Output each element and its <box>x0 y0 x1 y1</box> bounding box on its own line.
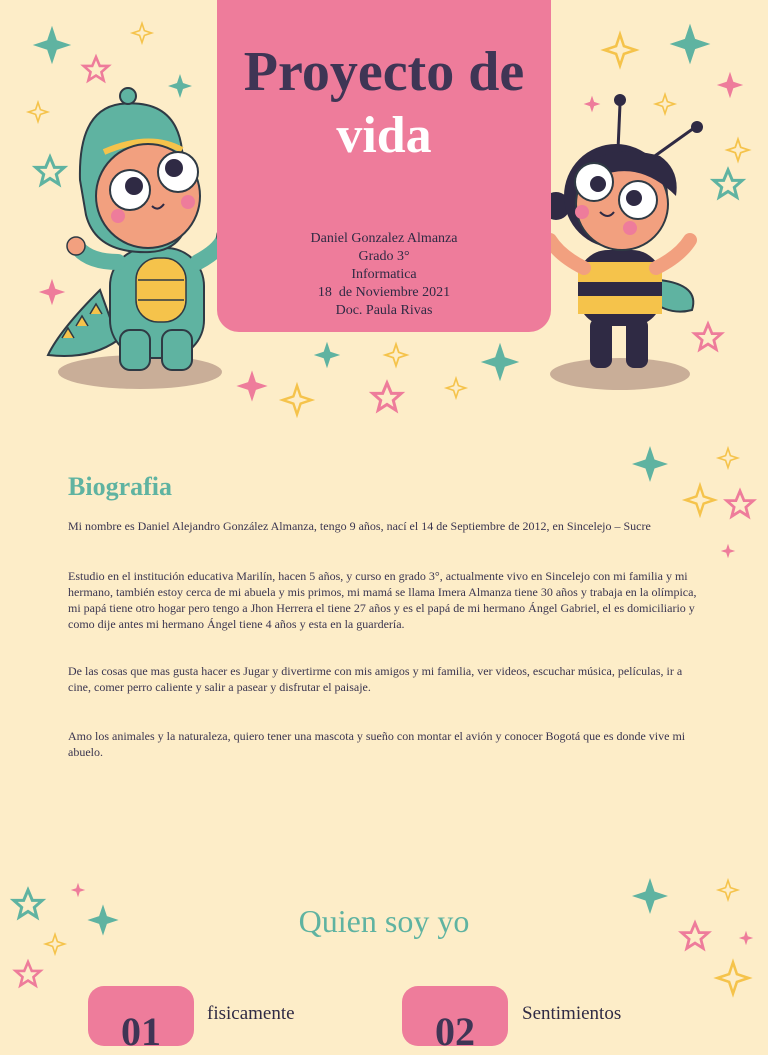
section-number-box <box>88 986 194 1054</box>
section-label-fisicamente: fisicamente <box>207 1003 295 1024</box>
date: 18 de Noviembre 2021 <box>317 285 451 300</box>
title-card <box>217 0 551 332</box>
card-info <box>217 230 551 320</box>
section-number: 02 <box>435 1009 475 1054</box>
grade: Grado 3° <box>358 249 410 264</box>
section-number-box <box>402 986 508 1054</box>
biography-paragraph: Estudio en el institución educativa Marilín, hacen 5 años, y curso en grado 3°, actualmente vivo en Sincelejo con mi familia y mi hermano, también estoy cerca de mi abuela y mis primos, mi mamá se llama Imera Almanza tiene 30 años y trabaja en la olímpica, mi papá tiene otro hogar pero tengo a Jhon Herrera el tiene 27 años y es el papá de mi hermano Ángel Gabriel, el es domiciliario y como dije antes mi hermano Ángel tiene 4 años y esta en la guardería. <box>68 569 697 631</box>
title-line-1: Proyecto de <box>243 41 525 103</box>
title-line-2: vida <box>336 107 432 164</box>
biography-paragraph: Mi nombre es Daniel Alejandro González Almanza, tengo 9 años, nací el 14 de Septiembre de 2012, en Sincelejo – Sucre <box>68 519 651 533</box>
subject: Informatica <box>351 267 417 282</box>
student-name: Daniel Gonzalez Almanza <box>310 231 458 246</box>
biography-paragraph: Amo los animales y la naturaleza, quiero tener una mascota y sueño con montar el avión y conocer Bogotá que es donde vive mi abuelo. <box>68 729 686 759</box>
bee-kid-illustration <box>542 94 703 390</box>
teacher: Doc. Paula Rivas <box>335 303 433 318</box>
section-number: 01 <box>121 1009 161 1054</box>
section-label-sentimientos: Sentimientos <box>522 1003 622 1024</box>
biography-paragraph: De las cosas que mas gusta hacer es Jugar y divertirme con mis amigos y mi familia, ver videos, escuchar música, películas, ir a cine, comer perro caliente y salir a pasear y disfrutar el paisaje. <box>68 664 683 694</box>
biography-heading: Biografia <box>68 472 172 501</box>
dinosaur-kid-illustration <box>48 88 235 389</box>
quien-soy-yo-heading: Quien soy yo <box>298 903 470 939</box>
